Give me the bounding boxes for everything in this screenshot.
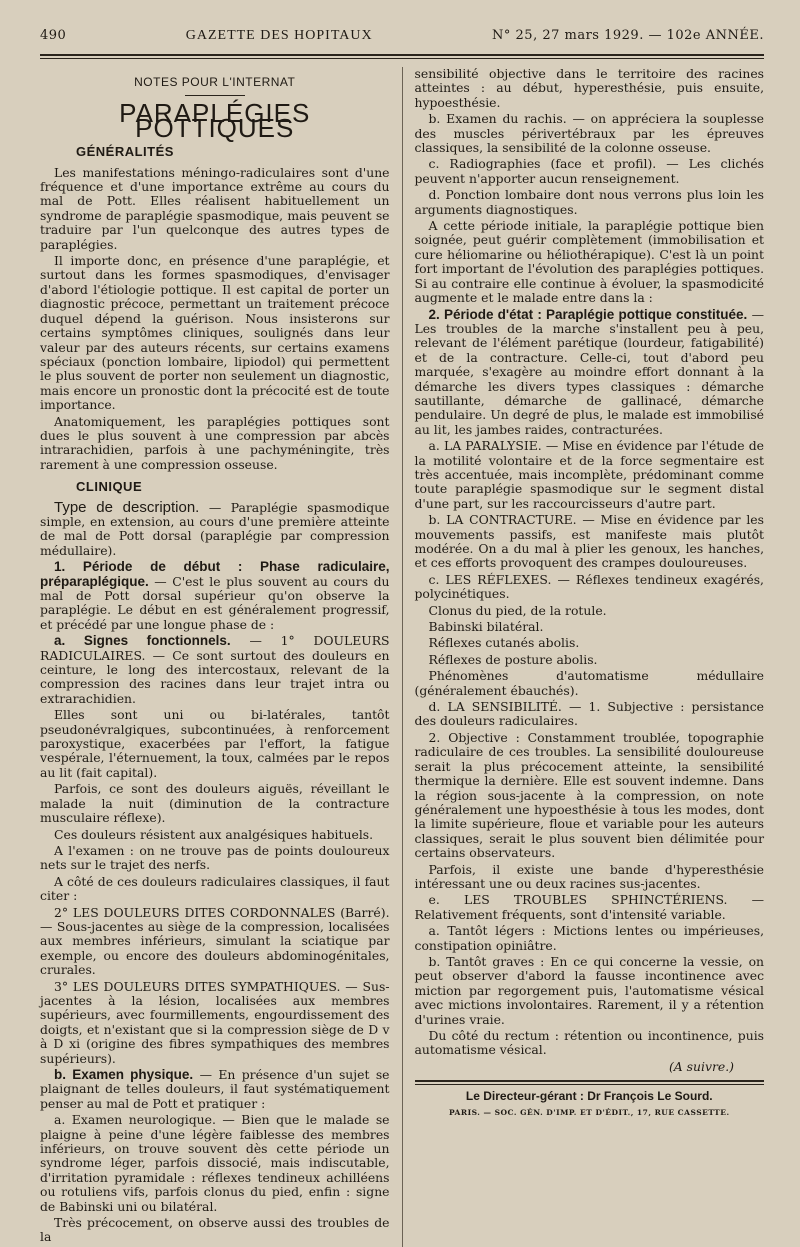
paragraph: e. LES TROUBLES SPHINCTÉRIENS. — Relativement fréquents, sont d'intensité variable. [414, 892, 765, 922]
list-item: Babinski bilatéral. [428, 619, 544, 635]
subheading: Type de description. [54, 498, 200, 516]
paragraph: 3° LES DOULEURS DITES SYMPATHIQUES. — Sus-jacentes à la lésion, localisées aux membres supérieurs, avec fourmillements, engourdissement des doigts, et n'existant que si la compression siège de D v à D xi (origine des fibres sympathiques des membres supérieurs). [40, 978, 390, 1066]
column-divider [402, 67, 403, 1247]
header-rule-thin [40, 58, 764, 59]
paragraph: Parfois, il existe une bande d'hyperesthésie intéressant une ou deux racines sus-jacentes. [414, 861, 765, 891]
paragraph: a. LA PARALYSIE. — Mise en évidence par l'étude de la motilité volontaire et de la force segmentaire est très accentuée, mais incomplète, prédominant comme toute paraplégie spasmodique sur le segment distal d'une part, sur les raccourcisseurs d'autre part. [414, 438, 765, 511]
list-item: Réflexes de posture abolis. [428, 651, 598, 667]
page-number: 490 [40, 28, 67, 43]
paragraph: b. Examen physique. — En présence d'un sujet se plaignant de telles douleurs, il faut systématiquement penser au mal de Pott et pratiquer : [40, 1067, 390, 1111]
section-heading: CLINIQUE [76, 479, 143, 495]
paragraph: b. Examen du rachis. — on appréciera la souplesse des muscles périvertébraux par les épreuves classiques, la sensibilité de la colonne osseuse. [414, 111, 765, 156]
paragraph: Anatomiquement, les paraplégies pottiques sont dues le plus souvent à une compression par abcès intrarachidien, parfois à une pachyméningite, très rarement à une compression osseuse. [40, 413, 390, 472]
paragraph: d. Ponction lombaire dont nous verrons plus loin les arguments diagnostiques. [414, 187, 765, 217]
footer-rule [415, 1080, 765, 1082]
paragraph: c. LES RÉFLEXES. — Réflexes tendineux exagérés, polycinétiques. [414, 571, 765, 602]
paragraph: A côté de ces douleurs radiculaires classiques, il faut citer : [40, 873, 390, 904]
list-item: Réflexes cutanés abolis. [428, 635, 580, 651]
subheading: a. Signes fonctionnels. [54, 633, 231, 649]
paragraph: 2. Objective : Constamment troublée, topographie radiculaire de ces troubles. La sensibilité douloureuse serait la plus précocement atteinte, la sensibilité thermique la dernière. Elle est souvent indemne. Dans la région sous-jacente à la compression, on note généralement une hypoesthésie à tous les modes, dont la limite supérieure, floue et variable pour les auteurs classiques, serait le plus souvent bien délimitée pour certains observateurs. [414, 729, 765, 861]
printer-line: PARIS. — SOC. GÉN. D'IMP. ET D'ÉDIT., 17, RUE CASSETTE. [448, 1107, 730, 1117]
continued-note: (A suivre.) [668, 1058, 735, 1074]
article-title: PARAPLÉGIES POTTIQUES [119, 98, 311, 143]
paragraph: 2° LES DOULEURS DITES CORDONNALES (Barré). — Sous-jacentes au siège de la compression, localisées aux membres inférieurs, simulant la sciatique par exemple, ou encore des douleurs abdominogénitales, crurales. [40, 904, 390, 978]
paragraph: c. Radiographies (face et profil). — Les clichés peuvent n'apporter aucun renseignement. [414, 156, 765, 186]
paragraph: Ces douleurs résistent aux analgésiques habituels. [54, 826, 374, 842]
paragraph: sensibilité objective dans le territoire des racines atteintes : au début, hyperesthésie, puis ensuite, hypoesthésie. [414, 66, 765, 110]
kicker: NOTES POUR L'INTERNAT [134, 75, 296, 89]
issue-info: N° 25, 27 mars 1929. — 102e ANNÉE. [492, 28, 764, 43]
paragraph: 2. Période d'état : Paraplégie pottique constituée. — Les troubles de la marche s'installent peu à peu, relevant de l'élément parétique (lourdeur, fatigabilité) et de la contracture. Celle-ci, tout d'abord peu marquée, s'exagère au moindre effort donnant à la démarche les divers types classiques : démarche sautillante, démarche de gallinacé, démarche pendulaire. Un degré de plus, le malade est immobilisé au lit, les jambes raides, contracturées. [414, 306, 765, 437]
paragraph: a. Signes fonctionnels. — 1° DOULEURS RADICULAIRES. — Ce sont surtout des douleurs en ceinture, le long des intercostaux, relevant de la compression des racines dans leur trajet intra ou extrarachidien. [40, 633, 390, 706]
paragraph: Parfois, ce sont des douleurs aiguës, réveillant le malade la nuit (diminution de la contracture musculaire réflexe). [40, 781, 390, 826]
paragraph: Phénomènes d'automatisme médullaire (généralement ébauchés). [414, 668, 765, 698]
page-header [40, 28, 764, 48]
paragraph: Les manifestations méningo-radiculaires sont d'une fréquence et d'une importance extrême au cours du mal de Pott. Elles réalisent habituellement un syndrome de paraplégie spasmodique, mais peuvent se traduire par l'un quelconque des autres types de paraplégies. [40, 164, 390, 252]
paragraph: b. LA CONTRACTURE. — Mise en évidence par les mouvements passifs, est manifeste mais plutôt modérée. On a du mal à plier les genoux, les hanches, et ces efforts provoquent des crampes douloureuses. [414, 512, 765, 571]
article-columns [40, 67, 764, 1247]
paragraph: b. Tantôt graves : En ce qui concerne la vessie, on peut observer d'abord la fausse incontinence avec miction par regorgement puis, l'automatisme vésical avec mictions involontaires. Rarement, il y a rétention d'urines vraie. [414, 953, 765, 1027]
header-rule [40, 54, 764, 56]
paragraph: 1. Période de début : Phase radiculaire, préparaplégique. — C'est le plus souvent au cours du mal de Pott dorsal supérieur qu'on observe la paraplégie. Le début en est généralement progressif, et précédé par une longue phase de : [40, 559, 390, 632]
paragraph: a. Tantôt légers : Mictions lentes ou impérieuses, constipation opiniâtre. [414, 923, 765, 953]
paragraph: Type de description. — Paraplégie spasmodique simple, en extension, au cours d'une première atteinte de mal de Pott dorsal (paraplégie par compression médullaire). [40, 498, 390, 558]
paragraph: d. LA SENSIBILITÉ. — 1. Subjective : persistance des douleurs radiculaires. [414, 699, 765, 729]
left-column [40, 67, 390, 1247]
paragraph: A l'examen : on ne trouve pas de points douloureux nets sur le trajet des nerfs. [40, 842, 390, 873]
paragraph: Du côté du rectum : rétention ou incontinence, puis automatisme vésical. [414, 1028, 765, 1058]
list-item: Clonus du pied, de la rotule. [428, 602, 607, 618]
director-line: Le Directeur-gérant : Dr François Le Sourd. [465, 1089, 713, 1104]
paragraph: Elles sont uni ou bi-latérales, tantôt pseudonévralgiques, subcontinuées, à renforcement paroxystique, exacerbées par l'effort, la fatigue vespérale, l'éternuement, la toux, calmées par le repos au lit (fait capital). [40, 707, 390, 780]
kicker-rule [185, 95, 245, 96]
subheading: 1. Période de début : Phase radiculaire, préparaplégique. [40, 559, 390, 589]
journal-title: GAZETTE DES HOPITAUX [185, 28, 373, 43]
paragraph: Très précocement, on observe aussi des troubles de la [40, 1215, 390, 1245]
subheading: b. Examen physique. [54, 1067, 194, 1082]
section-heading: GÉNÉRALITÉS [76, 144, 174, 160]
subheading: 2. Période d'état : Paraplégie pottique constituée. [428, 306, 748, 322]
right-column [415, 67, 765, 1247]
footer-rule-thin [415, 1084, 765, 1085]
paragraph: a. Examen neurologique. — Bien que le malade se plaigne à peine d'une légère faiblesse des membres inférieurs, on trouve souvent dès cette période un syndrome léger, parfois dissocié, mais indiscutable, d'irritation pyramidale : réflexes tendineux achilléens ou rotuliens vifs, parfois clonus du pied, enfin : signe de Babinski uni ou bilatéral. [40, 1112, 390, 1214]
paragraph: Il importe donc, en présence d'une paraplégie, et surtout dans les formes spasmodiques, d'envisager d'abord l'étiologie pottique. Il est capital de porter un diagnostic précoce, permettant un traitement précoce duquel dépend la guérison. Nous insisterons sur certains symptômes cliniques, soulignés dans leur valeur par des auteurs récents, sur certains examens spéciaux (ponction lombaire, lipiodol) qui permettent le plus souvent de porter non seulement un diagnostic, mais encore un pronostic dont la précocité est de toute importance. [40, 253, 390, 413]
paragraph: A cette période initiale, la paraplégie pottique bien soignée, peut guérir complètement (immobilisation et cure héliomarine ou héliothérapique). C'est là un point fort important de l'évolution des paraplégies pottiques. Si au contraire elle continue à évoluer, la spasmodicité augmente et le malade entre dans la : [414, 218, 765, 306]
